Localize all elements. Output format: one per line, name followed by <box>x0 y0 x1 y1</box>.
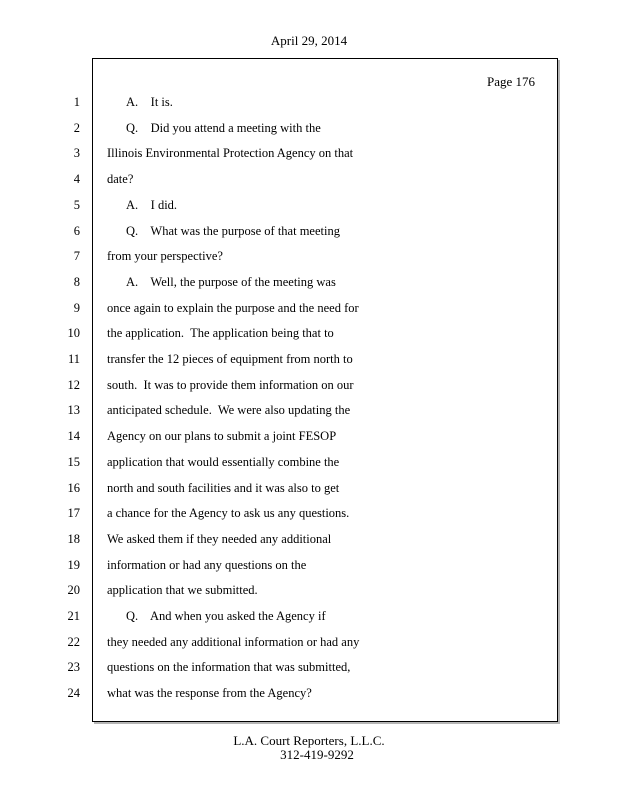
transcript-line: a chance for the Agency to ask us any questions. <box>107 506 350 521</box>
footer-company: L.A. Court Reporters, L.L.C. <box>233 733 385 748</box>
transcript-line: transfer the 12 pieces of equipment from north to <box>107 352 353 366</box>
line-number: 3 <box>73 146 80 161</box>
line-number: 24 <box>67 686 80 701</box>
line-number: 14 <box>67 429 80 444</box>
transcript-line: south. It was to provide them information on our <box>107 377 354 392</box>
transcript-line: We asked them if they needed any additional <box>107 531 332 546</box>
transcript-line: what was the response from the Agency? <box>107 686 312 701</box>
line-number: 10 <box>67 326 80 341</box>
line-number: 21 <box>67 609 80 623</box>
line-number: 17 <box>67 506 80 521</box>
transcript-line: north and south facilities and it was also to get <box>107 480 340 495</box>
transcript-line: they needed any additional information or had any <box>107 634 360 649</box>
transcript-line: anticipated schedule. We were also updating the <box>107 403 351 418</box>
transcript-line: A. It is. <box>126 95 173 109</box>
line-number: 18 <box>67 531 80 546</box>
transcript-line: the application. The application being that to <box>107 326 334 341</box>
line-number: 6 <box>73 223 80 238</box>
transcript-line: Q. Did you attend a meeting with the <box>126 120 321 135</box>
footer-phone: 312-419-9292 <box>280 747 354 762</box>
header-date: April 29, 2014 <box>270 33 348 48</box>
transcript-line: from your perspective? <box>107 249 223 264</box>
transcript-line: Agency on our plans to submit a joint FESOP <box>107 429 337 444</box>
transcript-line: A. I did. <box>126 197 178 212</box>
transcript-line: questions on the information that was submitted, <box>107 660 351 675</box>
line-number: 9 <box>73 300 80 315</box>
line-number: 20 <box>67 583 80 598</box>
line-number: 2 <box>73 120 80 135</box>
transcript-line: application that would essentially combine the <box>107 454 340 469</box>
transcript-line: Illinois Environmental Protection Agency on that <box>107 146 354 161</box>
line-number: 13 <box>67 403 80 418</box>
line-number: 11 <box>67 352 80 366</box>
line-number: 16 <box>67 480 80 495</box>
line-number: 5 <box>73 197 80 212</box>
transcript-line: Q. What was the purpose of that meeting <box>126 223 340 238</box>
line-number: 23 <box>67 660 80 675</box>
transcript-line: application that we submitted. <box>107 583 258 598</box>
line-number: 19 <box>67 557 80 572</box>
line-number: 12 <box>67 377 80 392</box>
transcript-line: date? <box>107 172 134 187</box>
line-number: 7 <box>73 249 80 264</box>
transcript-line: A. Well, the purpose of the meeting was <box>126 274 336 289</box>
line-number: 4 <box>73 172 80 187</box>
page-number: Page 176 <box>486 74 535 89</box>
line-number: 22 <box>67 634 80 649</box>
transcript-line: once again to explain the purpose and the need for <box>107 300 359 315</box>
transcript-line: Q. And when you asked the Agency if <box>126 609 326 623</box>
transcript-line: information or had any questions on the <box>107 557 307 572</box>
line-number: 8 <box>73 274 80 289</box>
line-number: 15 <box>67 454 80 469</box>
line-number: 1 <box>73 95 80 109</box>
